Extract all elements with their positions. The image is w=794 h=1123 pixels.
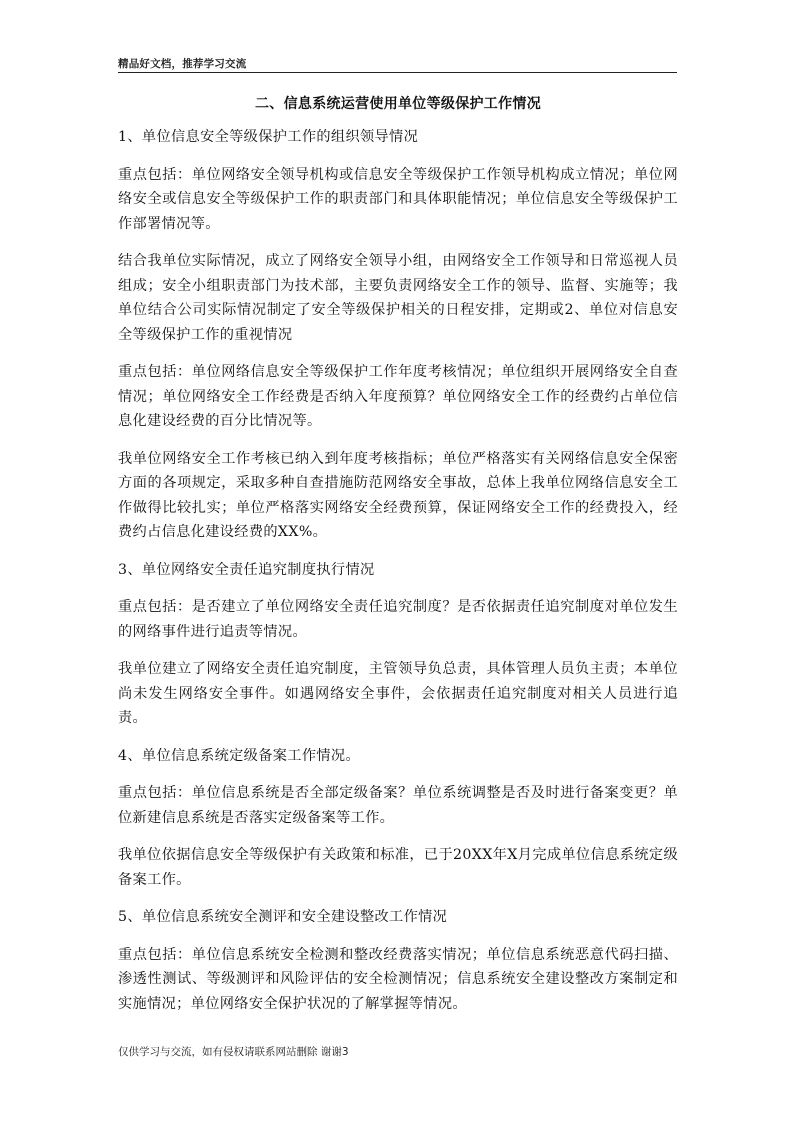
paragraph: 我单位建立了网络安全责任追究制度，主管领导负总责，具体管理人员负主责；本单位尚未发生网络安全事件。如遇网络安全事件，会依据责任追究制度对相关人员进行追责。 [118,661,678,726]
paragraph: 重点包括：是否建立了单位网络安全责任追究制度？是否依据责任追究制度对单位发生的网络事件进行追责等情况。 [118,599,678,640]
subheading-5: 5、单位信息系统安全测评和安全建设整改工作情况 [118,909,448,925]
page-header-text: 精品好文档，推荐学习交流 [118,58,247,70]
subheading-1: 1、单位信息安全等级保护工作的组织领导情况 [118,129,419,145]
paragraph: 重点包括：单位网络信息安全等级保护工作年度考核情况；单位组织开展网络安全自查情况；单位网络安全工作经费是否纳入年度预算？单位网络安全工作的经费约占单位信息化建设经费的百分比情况等。 [118,364,678,429]
header-divider [118,72,677,73]
document-body [118,92,678,1029]
subheading-4: 4、单位信息系统定级备案工作情况。 [118,747,360,764]
section-title: 二、信息系统运营使用单位等级保护工作情况 [255,96,541,112]
subheading-3: 3、单位网络安全责任追究制度执行情况 [118,561,375,578]
page-footer-text: 仅供学习与交流，如有侵权请联系网站删除 谢谢3 [118,1046,349,1058]
paragraph: 重点包括：单位信息系统是否全部定级备案？单位系统调整是否及时进行备案变更？单位新建信息系统是否落实定级备案等工作。 [118,785,678,826]
paragraph: 我单位网络安全工作考核已纳入到年度考核指标；单位严格落实有关网络信息安全保密方面的各项规定，采取多种自查措施防范网络安全事故，总体上我单位网络信息安全工作做得比较扎实；单位严格落实网络安全经费预算，保证网络安全工作的经费投入，经费约占信息化建设经费的XX%。 [118,450,678,540]
paragraph: 我单位依据信息安全等级保护有关政策和标准，已于20XX年X月完成单位信息系统定级备案工作。 [118,847,678,888]
paragraph: 重点包括：单位网络安全领导机构或信息安全等级保护工作领导机构成立情况；单位网络安全或信息安全等级保护工作的职责部门和具体职能情况；单位信息安全等级保护工作部署情况等。 [118,166,678,232]
paragraph: 重点包括：单位信息系统安全检测和整改经费落实情况；单位信息系统恶意代码扫描、渗透性测试、等级测评和风险评估的安全检测情况；信息系统安全建设整改方案制定和实施情况；单位网络安全保护状况的了解掌握等情况。 [118,946,678,1012]
paragraph: 结合我单位实际情况，成立了网络安全领导小组，由网络安全工作领导和日常巡视人员组成；安全小组职责部门为技术部，主要负责网络安全工作的领导、监督、实施等；我单位结合公司实际情况制定了安全等级保护相关的日程安排，定期或2、单位对信息安全等级保护工作的重视情况 [118,253,678,343]
